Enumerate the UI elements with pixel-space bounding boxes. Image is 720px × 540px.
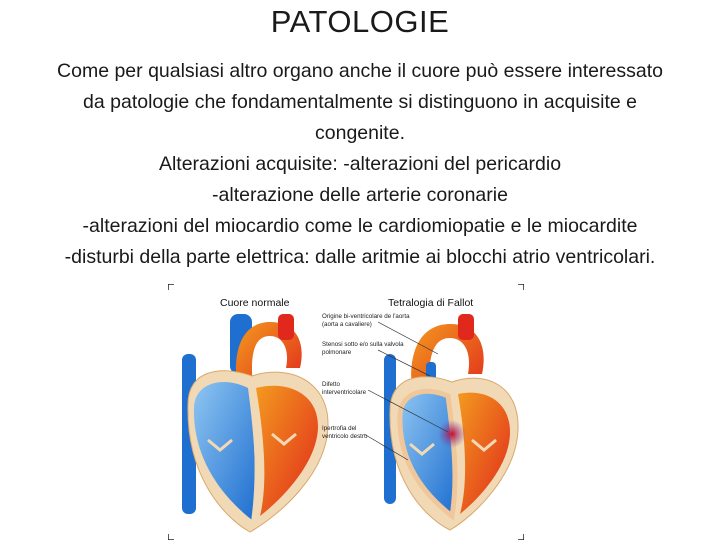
body-line: -alterazioni del miocardio come le cardiomiopatie e le miocardite — [82, 215, 638, 237]
heading-normal-heart: Cuore normale — [220, 297, 290, 309]
body-line: -alterazione delle arterie coronarie — [212, 184, 508, 206]
annotation-line: polmonare — [322, 349, 352, 356]
annotation-line: Origine bi-ventricolare de l'aorta — [322, 313, 410, 320]
annotation-line: Stenosi sotto e/o sulla valvola — [322, 341, 404, 348]
annotation-line: ventricolo destro — [322, 433, 368, 440]
body-line: Come per qualsiasi altro organo anche il cuore può essere interessato — [57, 60, 663, 82]
slide-title: PATOLOGIE — [270, 4, 450, 39]
body-line: Alterazioni acquisite: -alterazioni del pericardio — [158, 153, 562, 175]
body-line: -disturbi della parte elettrica: dalle aritmie ai blocchi atrio ventricolari. — [64, 246, 656, 268]
heart-diagram — [168, 284, 524, 540]
heart-comparison-figure — [168, 284, 524, 540]
annotation-line: interventricolare — [322, 389, 367, 396]
annotation-line: Difetto — [322, 381, 340, 388]
slide-body — [0, 56, 720, 273]
body-line: da patologie che fondamentalmente si distinguono in acquisite e — [83, 91, 637, 113]
normal-heart — [182, 314, 328, 532]
annotation-line: Ipertrofia del — [322, 425, 357, 432]
annotation-line: (aorta a cavaliere) — [322, 321, 372, 328]
heading-fallot: Tetralogia di Fallot — [388, 297, 474, 309]
body-line: congenite. — [315, 122, 405, 144]
fallot-heart — [384, 314, 518, 530]
